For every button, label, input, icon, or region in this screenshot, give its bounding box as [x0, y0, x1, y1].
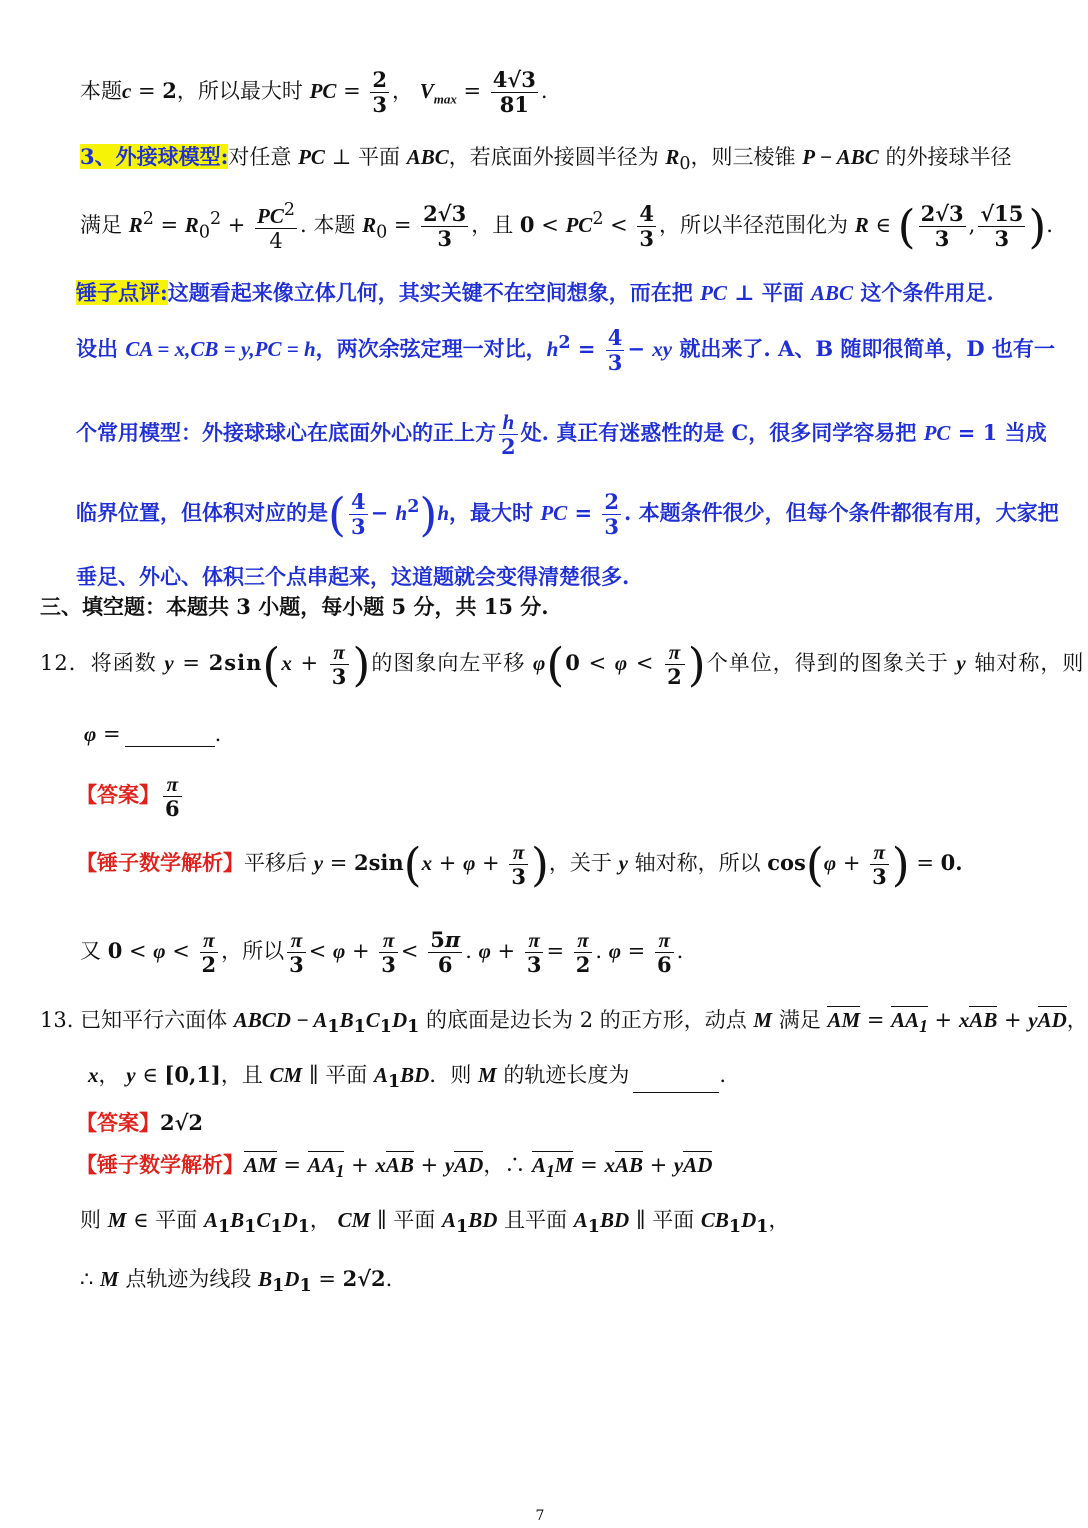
- line-body-2: 满足 $R^2 = R_0^2$ + $\frac{PC^2}{4}$ . 本题 $R_0$ = $\frac{2√3}{3}$ ，且 $0 < PC^2$ < $\frac{4}{3}$ ，所以半径范围化为 R ∈ ( $\frac{2√3}{3}$ , $\frac{√15}{3}$ ).: [80, 199, 1053, 254]
- question-12-blank: φ = .: [84, 722, 222, 746]
- answer-label: 【答案】: [76, 782, 160, 808]
- line-comment-3: 锤子点评:这题看起来像立体几何，其实关键不在空间想象，而在把 PC ⊥ 平面 ABC 这个条件用足.: [76, 280, 994, 305]
- question-12-stem: 12．将函数 y = 2sin(x + $\frac{\pi}{3}$ )的图象向左平移 φ(0 < φ < $\frac{\pi}{2}$ )个单位，得到的图象关于 y 轴对称，则: [40, 637, 1085, 692]
- analysis-label: 【锤子数学解析】: [76, 1152, 244, 1177]
- analysis-12-line-2: 又 0 < φ < $\frac{\pi}{2}$ ，所以 $\frac{\pi}{3}$ < φ + $\frac{\pi}{3}$ < $\frac{5\pi}{6}$ . φ + $\frac{\pi}{3}$ = $\frac{\pi}{2}$ . φ = $\frac{\pi}{6}$ .: [80, 927, 684, 978]
- page-number: 7: [535, 1508, 545, 1524]
- analysis-12-line-1: 【锤子数学解析】平移后 y = 2sin(x + φ + $\frac{\pi}{3}$ )，关于 y 轴对称，所以 cos(φ + $\frac{\pi}{3}$ ) = 0.: [76, 837, 963, 892]
- line-body-0: 本题c = 2，所以最大时 PC = $\frac{2}{3}$ ， $V_{max}$ = $\frac{4√3}{81}$ .: [80, 67, 548, 118]
- answer-13: 【答案】2√2: [76, 1110, 204, 1135]
- answer-blank: [125, 726, 215, 747]
- question-13-stem: 13. 已知平行六面体 ABCD − $A_1B_1C_1D_1$ 的底面是边长为 2 的正方形，动点 M 满足 AM = $AA_1$ + xAB + yAD，: [40, 1008, 1088, 1038]
- line-highlight-1: 3、外接球模型:对任意 PC ⊥ 平面 ABC，若底面外接圆半径为 $R_0$，则三棱锥 P − ABC 的外接球半径: [80, 144, 1012, 175]
- analysis-label: 【锤子数学解析】: [76, 850, 244, 876]
- analysis-13-line-1: 【锤子数学解析】AM = $AA_1$ + xAB + yAD，∴ $A_1M$ = xAB + yAD: [76, 1152, 713, 1182]
- comment-label: 锤子点评:: [76, 280, 168, 305]
- line-comment-6: 临界位置，但体积对应的是( $\frac{4}{3}$ − $h^2)h$，最大时 PC = $\frac{2}{3}$ . 本题条件很少，但每个条件都很有用，大家把: [76, 487, 1059, 542]
- outer-sphere-model-label: 3、外接球模型:: [80, 144, 229, 169]
- answer-label: 【答案】: [76, 1110, 160, 1135]
- section-heading-fill-in: 三、填空题：本题共 3 小题，每小题 5 分，共 15 分.: [40, 594, 549, 619]
- analysis-13-line-3: ∴ M 点轨迹为线段 $B_1D_1 = 2√2$.: [80, 1266, 393, 1297]
- question-13-stem-2: x， y ∈ [0,1]，且 CM ∥ 平面 $A_1BD$．则 M 的轨迹长度为 .: [88, 1062, 727, 1093]
- answer-12: 【答案】 $\frac{\pi}{6}$: [76, 772, 180, 822]
- line-comment-7: 垂足、外心、体积三个点串起来，这道题就会变得清楚很多.: [76, 564, 630, 589]
- line-comment-4: 设出 CA = x,CB = y,PC = h，两次余弦定理一对比，$h^2$ = $\frac{4}{3}$ − xy 就出来了. A、B 随即很简单，D 也有一: [76, 325, 1055, 376]
- analysis-13-line-2: 则 M ∈ 平面 $A_1B_1C_1D_1$， CM ∥ 平面 $A_1BD$ 且平面 $A_1BD$ ∥ 平面 $CB_1D_1$，: [80, 1208, 790, 1238]
- line-comment-5: 个常用模型：外接球球心在底面外心的正上方 $\frac{h}{2}$ 处. 真正有迷惑性的是 C，很多同学容易把 PC = 1 当成: [76, 410, 1047, 460]
